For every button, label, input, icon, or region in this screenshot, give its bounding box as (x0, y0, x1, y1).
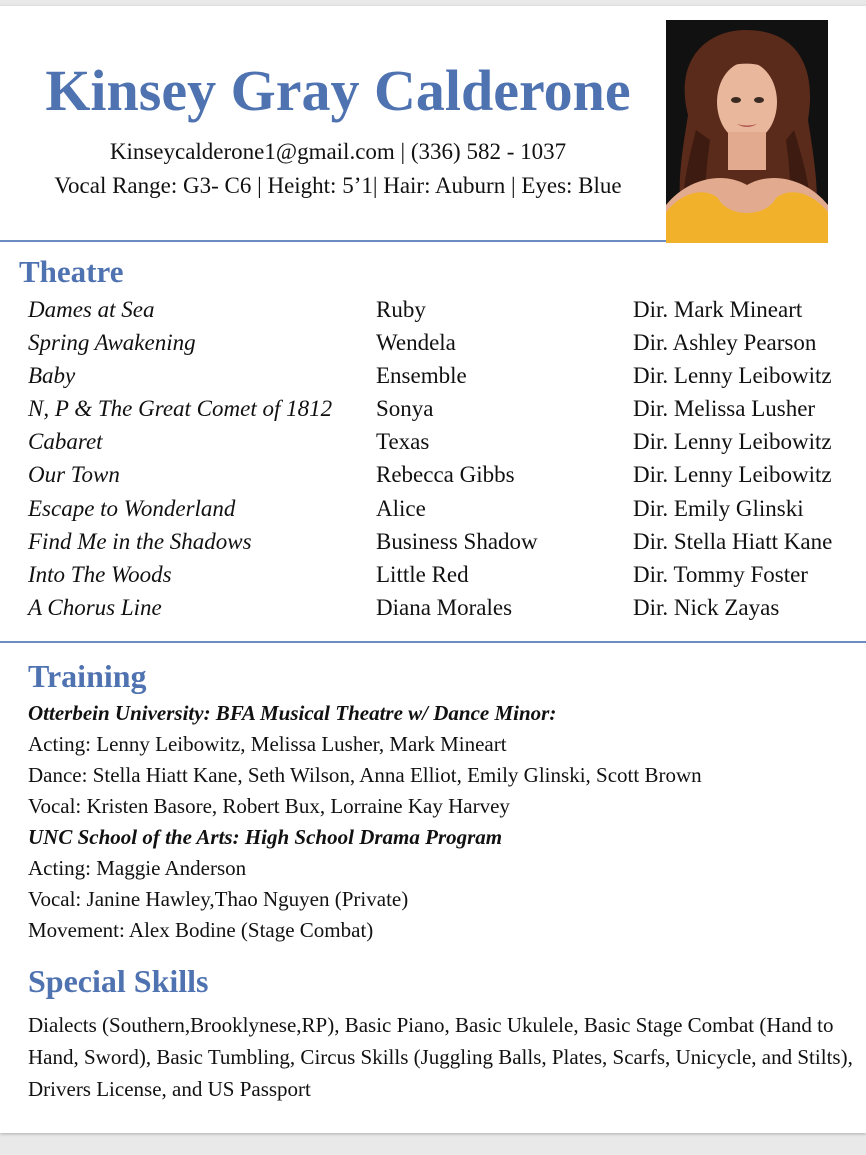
applicant-name: Kinsey Gray Calderone (45, 58, 631, 123)
credit-row (28, 331, 866, 364)
physical-stats: Vocal Range: G3- C6 | Height: 5’1| Hair: Auburn | Eyes: Blue (54, 173, 622, 198)
credit-role: Ensemble (376, 363, 467, 389)
credit-row (28, 397, 866, 430)
training-line: Vocal: Kristen Basore, Robert Bux, Lorraine Kay Harvey (28, 794, 510, 818)
credit-row (28, 430, 866, 463)
theatre-heading: Theatre (19, 254, 124, 289)
credit-director: Dir. Ashley Pearson (633, 330, 817, 356)
credit-director: Dir. Melissa Lusher (633, 396, 816, 422)
special-skills-text: Dialects (Southern,Brooklynese,RP), Basic Piano, Basic Ukulele, Basic Stage Combat (Hand to Hand, Sword), Basic Tumbling, Circus Skills (Juggling Balls, Plates, Scarfs, Unicycle, and Stilts), Drivers License, and US Passport (28, 1013, 853, 1101)
training-line: Acting: Maggie Anderson (28, 856, 247, 880)
header-divider (0, 240, 666, 242)
credit-show: N, P & The Great Comet of 1812 (28, 396, 333, 422)
resume-page (0, 6, 866, 1133)
headshot-photo (666, 20, 828, 243)
credit-row (28, 530, 866, 563)
special-skills-heading: Special Skills (28, 963, 209, 999)
contact-info: Kinseycalderone1@gmail.com | (336) 582 - 1037 (109, 139, 567, 164)
training-line: Acting: Lenny Leibowitz, Melissa Lusher, Mark Mineart (28, 732, 507, 756)
credit-row (28, 364, 866, 397)
training-line: Movement: Alex Bodine (Stage Combat) (28, 918, 374, 942)
credit-role: Texas (376, 429, 430, 455)
credit-show: Find Me in the Shadows (28, 528, 252, 554)
training-line: Vocal: Janine Hawley,Thao Nguyen (Private) (28, 887, 409, 911)
credit-role: Sonya (376, 396, 434, 422)
credit-director: Dir. Emily Glinski (633, 495, 804, 521)
training-line: Dance: Stella Hiatt Kane, Seth Wilson, Anna Elliot, Emily Glinski, Scott Brown (28, 763, 702, 787)
credit-row (28, 563, 866, 596)
credit-role: Ruby (376, 297, 426, 322)
credit-row (28, 497, 866, 530)
credit-show: Dames at Sea (28, 297, 155, 322)
theatre-credits-table (28, 298, 866, 629)
credit-show: Spring Awakening (28, 330, 196, 356)
section-divider (0, 641, 866, 643)
credit-director: Dir. Lenny Leibowitz (633, 462, 832, 488)
credit-director: Dir. Lenny Leibowitz (633, 363, 832, 389)
credit-show: Our Town (28, 462, 120, 488)
credit-row (28, 463, 866, 496)
training-school: UNC School of the Arts: High School Drama Program (28, 825, 503, 849)
credit-show: A Chorus Line (28, 594, 162, 620)
credit-row (28, 596, 866, 629)
credit-show: Into The Woods (28, 561, 172, 587)
credit-show: Escape to Wonderland (28, 495, 236, 521)
credit-role: Wendela (376, 330, 456, 356)
credit-role: Alice (376, 495, 426, 521)
credit-director: Dir. Nick Zayas (633, 594, 780, 620)
training-school: Otterbein University: BFA Musical Theatre w/ Dance Minor: (28, 701, 557, 725)
training-heading: Training (28, 658, 147, 694)
credit-director: Dir. Mark Mineart (633, 297, 803, 322)
credit-role: Rebecca Gibbs (376, 462, 515, 488)
credit-show: Cabaret (28, 429, 103, 455)
credit-director: Dir. Lenny Leibowitz (633, 429, 832, 455)
credit-director: Dir. Stella Hiatt Kane (633, 528, 833, 554)
headshot-illustration (666, 20, 828, 243)
credit-row (28, 298, 866, 331)
credit-role: Business Shadow (376, 528, 538, 554)
credit-role: Diana Morales (376, 594, 513, 620)
credit-director: Dir. Tommy Foster (633, 561, 808, 587)
credit-show: Baby (28, 363, 76, 389)
credit-role: Little Red (376, 561, 469, 587)
training-list (28, 702, 858, 950)
